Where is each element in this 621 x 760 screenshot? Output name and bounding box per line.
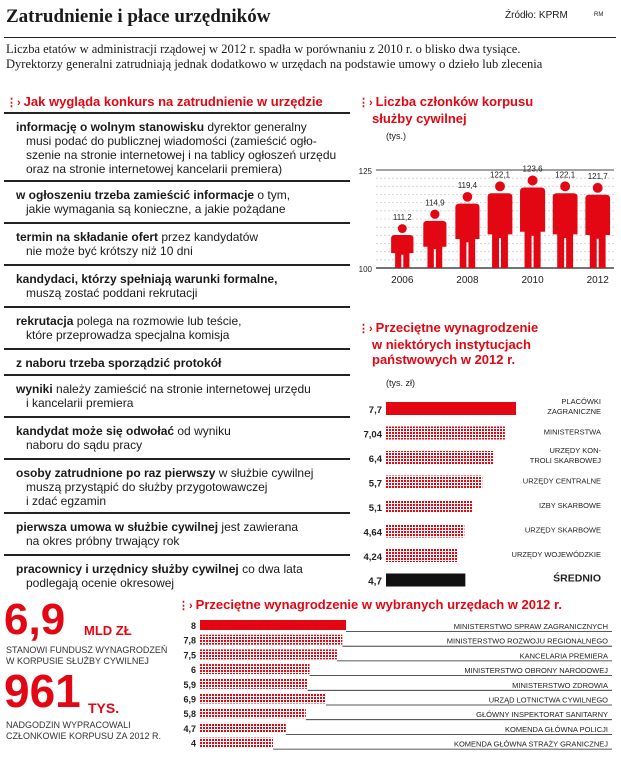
data-label: 5,9 xyxy=(183,679,196,690)
data-label: 4,64 xyxy=(363,527,382,539)
bar xyxy=(386,525,464,538)
x-tick-label: 2008 xyxy=(456,275,479,286)
recruitment-item xyxy=(4,416,350,452)
recruitment-item-text: muszą zostać poddani rekrutacji xyxy=(26,286,198,300)
recruitment-item-lead: osoby zatrudnione po raz pierwszy xyxy=(16,466,216,480)
recruitment-item-lead: w ogłoszeniu trzeba zamieścić informacje xyxy=(16,188,255,202)
category-label: MINISTERSTWO OBRONY NARODOWEJ xyxy=(464,666,608,676)
recruitment-item xyxy=(4,112,350,176)
members-chart xyxy=(356,125,618,295)
data-label: 6 xyxy=(190,665,196,676)
recruitment-title: ⋮› Jak wygląda konkurs na zatrudnienie w urzędzie xyxy=(6,94,323,109)
offices-chart xyxy=(176,616,616,754)
chevron-marker-icon: ⋮› xyxy=(178,600,193,612)
recruitment-item-text: jakie wymagania są konieczne, a jakie pożądane xyxy=(26,202,286,216)
data-label: 7,8 xyxy=(183,635,196,646)
chevron-marker-icon: ⋮› xyxy=(358,323,373,335)
institutions-chart xyxy=(356,372,618,592)
recruitment-item-lead: wyniki xyxy=(16,382,53,396)
hours-caption: NADGODZIN WYPRACOWALI CZŁONKOWIE KORPUSU ZA 2012 R. xyxy=(6,720,162,741)
hours-unit: TYS. xyxy=(88,700,120,716)
bar xyxy=(200,738,273,748)
recruitment-item-text: jest zawierana xyxy=(218,520,299,534)
recruitment-item xyxy=(4,222,350,258)
category-label: URZĘDY CENTRALNE xyxy=(522,476,601,486)
recruitment-item-text: od wyniku xyxy=(174,424,231,438)
recruitment-item-lead: z naboru trzeba sporządzić protokół xyxy=(16,356,222,370)
category-label: MINISTERSTWO ROZWOJU REGIONALNEGO xyxy=(446,636,608,646)
recruitment-item xyxy=(4,458,350,508)
recruitment-item-text: na okres próbny trwający rok xyxy=(26,534,180,548)
recruitment-list xyxy=(4,112,350,590)
recruitment-item-text: które przeprowadza specjalna komisja xyxy=(26,328,230,342)
category-label: URZĄD LOTNICTWA CYWILNEGO xyxy=(488,695,608,705)
data-label: 114,9 xyxy=(425,198,445,208)
category-label: ZAGRANICZNE xyxy=(547,407,601,416)
category-label: IZBY SKARBOWE xyxy=(539,501,601,510)
data-label: 122,1 xyxy=(555,170,576,180)
bar xyxy=(200,664,310,674)
data-label: 121,7 xyxy=(587,171,608,181)
bar xyxy=(200,679,308,689)
category-label: MINISTERSTWA xyxy=(543,427,601,437)
bar xyxy=(386,402,516,415)
recruitment-item-text: o tym, xyxy=(254,188,291,202)
bar xyxy=(391,224,413,268)
data-label: 4,24 xyxy=(363,552,382,563)
chevron-marker-icon: ⋮› xyxy=(358,97,373,109)
category-label: URZĘDY KON- xyxy=(549,446,601,455)
recruitment-item-lead: pierwsza umowa w służbie cywilnej xyxy=(16,520,219,534)
recruitment-item xyxy=(4,374,350,410)
bar xyxy=(520,175,545,268)
bar xyxy=(386,427,505,440)
category-label: PLACÓWKI xyxy=(561,397,601,406)
x-tick-label: 2006 xyxy=(391,275,414,286)
offices-chart-title: ⋮› Przeciętne wynagrodzenie w wybranych urzędach w 2012 r. xyxy=(178,597,562,612)
recruitment-item-text: musi podać do publicznej wiadomości (zamieścić ogło- xyxy=(26,134,317,148)
recruitment-item-text: należy zamieścić na stronie internetowej urzędu xyxy=(52,382,311,396)
bar xyxy=(386,549,458,562)
recruitment-item-text: nie może być krótszy niż 10 dni xyxy=(26,244,193,258)
bar xyxy=(200,649,337,659)
bar xyxy=(488,181,513,268)
y-axis-unit: (tys. zł) xyxy=(386,378,415,388)
recruitment-item xyxy=(4,554,350,590)
bar xyxy=(585,183,610,268)
y-tick-label: 100 xyxy=(358,265,372,274)
recruitment-item xyxy=(4,348,350,370)
data-label: 123,6 xyxy=(522,164,543,174)
recruitment-item-text: przez kandydatów xyxy=(158,230,259,244)
page-title: Zatrudnienie i płace urzędników xyxy=(6,6,271,27)
data-label: 8 xyxy=(190,621,196,631)
recruitment-item-text: polega na rozmowie lub teście, xyxy=(73,314,242,328)
recruitment-item-text: i zdać egzamin xyxy=(26,494,107,508)
data-label: 4,7 xyxy=(183,723,196,734)
data-label: 119,4 xyxy=(457,180,478,190)
data-label: 6,9 xyxy=(183,694,196,705)
recruitment-item-lead: kandydat może się odwołać xyxy=(16,424,175,438)
recruitment-item-lead: rekrutacja xyxy=(16,314,74,328)
recruitment-item xyxy=(4,306,350,342)
recruitment-item-text: i kancelarii premiera xyxy=(26,396,134,410)
data-label: 5,8 xyxy=(183,709,196,720)
bar xyxy=(200,723,286,733)
bar xyxy=(386,476,482,489)
recruitment-item-lead: pracownicy i urzędnicy służby cywilnej xyxy=(16,562,239,576)
bar xyxy=(200,708,306,718)
recruitment-item-text: w służbie cywilnej xyxy=(215,466,314,480)
data-label: 6,4 xyxy=(368,454,382,465)
data-label: 122,1 xyxy=(489,170,511,180)
bar xyxy=(386,574,465,587)
recruitment-item xyxy=(4,264,350,300)
recruitment-item-text: podlegają ocenie okresowej xyxy=(26,576,175,590)
members-chart-title: ⋮› Liczba członków korpusu służby cywilnej xyxy=(358,94,534,126)
recruitment-item-text: dyrektor generalny xyxy=(204,120,307,134)
source-label: Źródło: KPRM xyxy=(505,10,568,21)
category-label: MINISTERSTWO SPRAW ZAGRANICZNYCH xyxy=(453,622,608,631)
header-divider xyxy=(4,37,616,38)
author-credit: RM xyxy=(594,12,604,18)
lead-paragraph xyxy=(6,42,616,72)
category-label: KOMENDA GŁÓWNA STRAŻY GRANICZNEJ xyxy=(453,739,608,749)
category-label: ŚREDNIO xyxy=(553,572,601,585)
recruitment-item xyxy=(4,512,350,548)
category-label: GŁÓWNY INSPEKTORAT SANITARNY xyxy=(476,710,608,720)
recruitment-item-text: oraz na stronie internetowej kancelarii premiera) xyxy=(26,162,283,176)
bar xyxy=(200,620,346,630)
y-axis-unit: (tys.) xyxy=(386,131,406,141)
hours-value: 961 xyxy=(4,665,81,717)
lead-line: Liczba etatów w administracji rządowej w 2012 r. spadła w porównaniu z 2010 r. o blisko dwa tysiące. xyxy=(6,42,521,56)
category-label: URZĘDY SKARBOWE xyxy=(524,525,601,535)
chevron-marker-icon: ⋮› xyxy=(6,97,21,109)
category-label: TROLI SKARBOWEJ xyxy=(529,456,601,465)
bar xyxy=(386,500,472,513)
fund-unit: MLD ZŁ xyxy=(84,623,132,638)
recruitment-item-lead: kandydaci, którzy spełniają warunki formalne, xyxy=(16,272,278,286)
recruitment-item-text: muszą przystąpić do służby przygotowawczej xyxy=(26,480,268,494)
recruitment-item-text: naboru do sądu pracy xyxy=(26,438,143,452)
bar xyxy=(455,192,479,268)
data-label: 5,7 xyxy=(368,478,382,490)
fund-caption: STANOWI FUNDUSZ WYNAGRODZEŃ W KORPUSIE SŁUŻBY CYWILNEJ xyxy=(6,645,168,666)
fund-value: 6,9 xyxy=(4,595,66,644)
recruitment-item-lead: termin na składanie ofert xyxy=(16,230,159,244)
lead-line: Dyrektorzy generalni zatrudniają jednak dodatkowo w urzędach na podstawie umowy o dzieło lub zlecenia xyxy=(6,57,543,71)
x-tick-label: 2010 xyxy=(521,275,544,286)
bar xyxy=(200,635,342,645)
recruitment-item xyxy=(4,180,350,216)
bar xyxy=(553,181,578,268)
data-label: 4,7 xyxy=(368,576,382,588)
bar xyxy=(200,694,326,704)
x-tick-label: 2012 xyxy=(586,275,609,286)
data-label: 5,1 xyxy=(368,503,382,514)
category-label: URZĘDY WOJEWÓDZKIE xyxy=(511,550,601,559)
bar xyxy=(423,210,446,268)
recruitment-item-lead: informację o wolnym stanowisku xyxy=(16,120,205,134)
data-label: 7,04 xyxy=(363,429,382,441)
data-label: 111,2 xyxy=(392,213,412,223)
category-label: MINISTERSTWO ZDROWIA xyxy=(512,680,608,690)
data-label: 7,7 xyxy=(368,405,382,416)
data-label: 4 xyxy=(190,738,196,749)
category-label: KANCELARIA PREMIERA xyxy=(519,651,608,661)
institutions-chart-title: ⋮› Przeciętne wynagrodzenie w niektórych instytucjach państwowych w 2012 r. xyxy=(358,320,539,367)
y-tick-label: 125 xyxy=(358,167,372,176)
recruitment-item-text: co dwa lata xyxy=(238,562,303,576)
bar xyxy=(386,451,494,464)
category-label: KOMENDA GŁÓWNA POLICJI xyxy=(505,724,608,734)
data-label: 7,5 xyxy=(183,650,196,661)
recruitment-item-text: szenie na stronie internetowej i na tablicy ogłoszeń urzędu xyxy=(26,148,337,162)
